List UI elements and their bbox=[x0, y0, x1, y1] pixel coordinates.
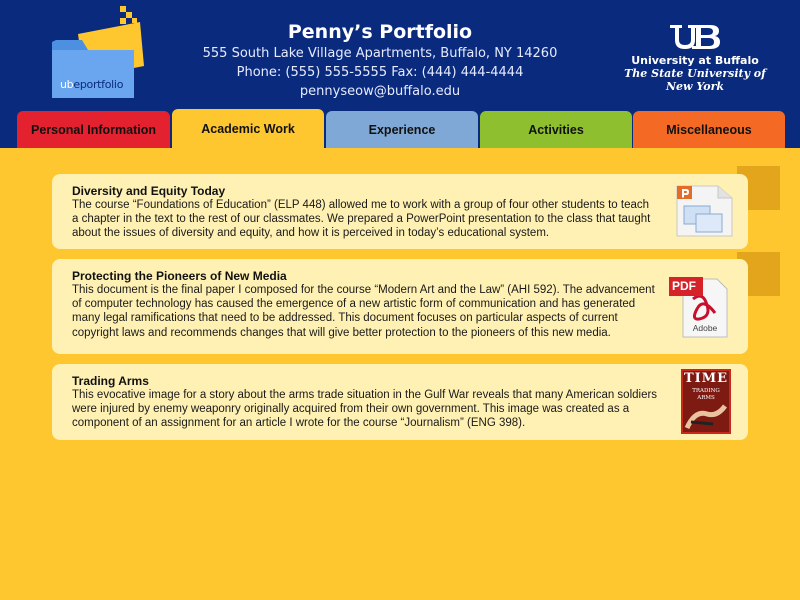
cover-headline: TRADING ARMS bbox=[692, 388, 720, 401]
item-title[interactable]: Protecting the Pioneers of New Media bbox=[72, 269, 287, 283]
ub-monogram-icon bbox=[668, 24, 722, 50]
university-logo[interactable] bbox=[610, 24, 780, 93]
tab-experience[interactable]: Experience bbox=[326, 111, 478, 148]
section-tabs bbox=[17, 109, 785, 148]
item-description: This evocative image for a story about the arms trade situation in the Gulf War reveals that many American soldiers were injured by enemy weaponry originally acquired from their own government. This image was created as a component of an assignment for an article I wrote for the course “Journalism” (ENG 398). bbox=[72, 389, 658, 430]
logo-label bbox=[60, 78, 123, 91]
powerpoint-file-icon[interactable] bbox=[674, 182, 736, 240]
item-description: The course “Foundations of Education” (ELP 448) allowed me to work with a group of four other students to teach a chapter in the text to the rest of our classmates. We prepared a PowerPoint presentation to the class that taught about the issues of diversity and equity, and how it is perceived in today’s educational system. bbox=[72, 199, 651, 240]
tab-activities[interactable]: Activities bbox=[480, 111, 632, 148]
pdf-file-icon[interactable] bbox=[669, 273, 731, 339]
university-name: University at Buffalo bbox=[631, 54, 759, 67]
portfolio-item bbox=[52, 259, 748, 354]
portfolio-item bbox=[52, 364, 748, 440]
adobe-brand-text: Adobe bbox=[692, 323, 718, 333]
address-text: 555 South Lake Village Apartments, Buffalo, NY 14260 bbox=[202, 46, 558, 61]
page-header bbox=[0, 0, 800, 148]
cover-masthead: TIME bbox=[683, 371, 729, 386]
phone-fax-text: Phone: (555) 555-5555 Fax: (444) 444-4444 bbox=[236, 65, 524, 80]
logo-prefix: ub bbox=[60, 78, 74, 91]
tab-miscellaneous[interactable]: Miscellaneous bbox=[633, 111, 785, 148]
tab-academic-work[interactable]: Academic Work bbox=[172, 109, 324, 148]
university-subtitle: The State University of New York bbox=[624, 67, 766, 93]
item-title[interactable]: Diversity and Equity Today bbox=[72, 184, 226, 198]
pdf-badge-text: PDF bbox=[672, 279, 696, 293]
logo-suffix: eportfolio bbox=[73, 78, 124, 91]
page-title: Penny’s Portfolio bbox=[287, 21, 473, 43]
item-title[interactable]: Trading Arms bbox=[72, 374, 149, 388]
tab-personal-information[interactable]: Personal Information bbox=[17, 111, 170, 148]
portfolio-heading bbox=[180, 20, 580, 101]
item-description: This document is the final paper I composed for the course “Modern Art and the Law” (AHI 592). The advancement of computer technology has caused the emergence of a new artistic form of communication and has generated many legal ramifications that need to be addressed. This document focuses on particular aspects of current copyright laws and recommends changes that will give better protection to the pioneers of this new media. bbox=[72, 284, 655, 339]
portfolio-item bbox=[52, 174, 748, 249]
time-magazine-cover-thumbnail[interactable] bbox=[681, 369, 731, 434]
email-link[interactable]: pennyseow@buffalo.edu bbox=[299, 84, 461, 99]
